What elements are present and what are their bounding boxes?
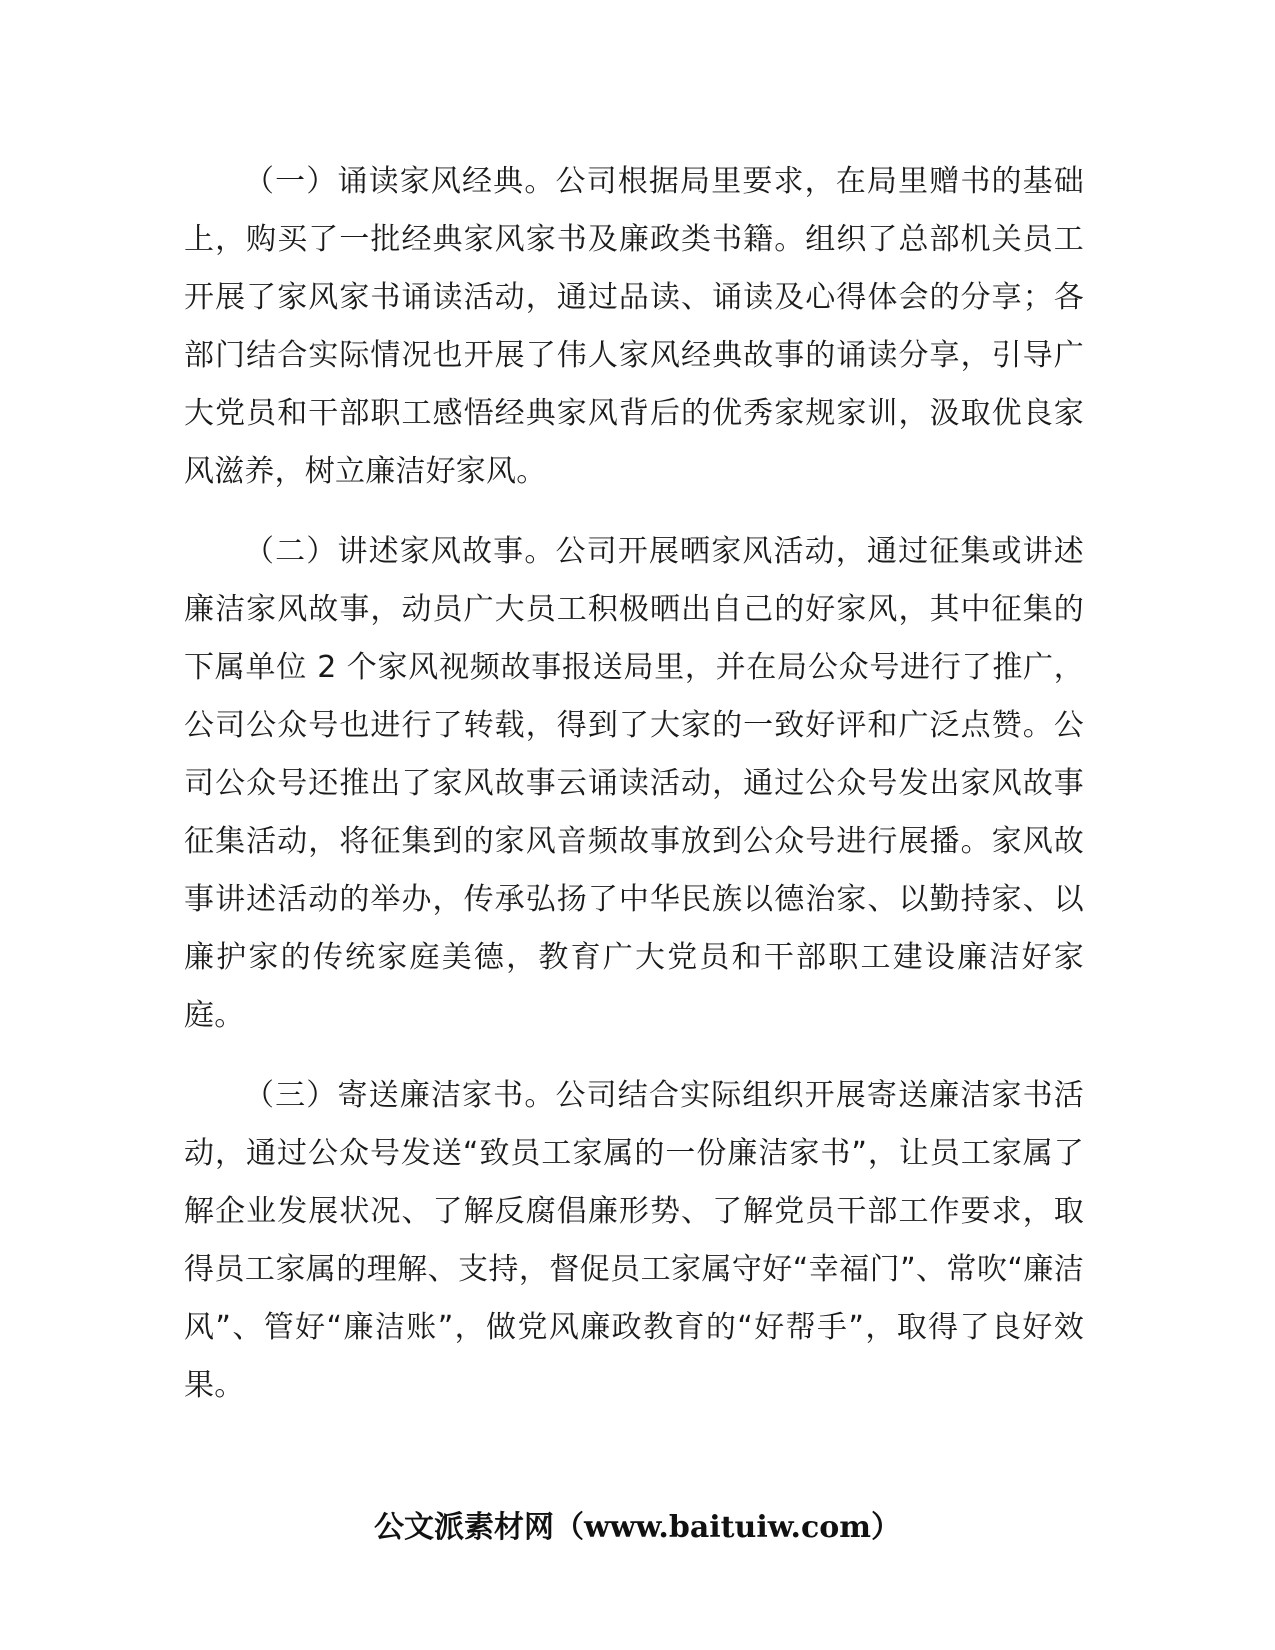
footer-watermark: 公文派素材网（www.baituiw.com） <box>373 1510 902 1545</box>
paragraph-tell-family-stories: （二）讲述家风故事。公司开展晒家风活动，通过征集或讲述廉洁家风故事，动员广大员工积极晒出自己的好家风，其中征集的下属单位 2 个家风视频故事报送局里，并在局公众号进行了推广，公司公众号也进行了转载，得到了大家的一致好评和广泛点赞。公司公众号还推出了家风故事云诵读活动，通过公众号发出家风故事征集活动，将征集到的家风音频故事放到公众号进行展播。家风故事讲述活动的举办，传承弘扬了中华民族以德治家、以勤持家、以廉护家的传统家庭美德，教育广大党员和干部职工建设廉洁好家庭。 <box>184 534 1084 1033</box>
paragraph-recite-family-classics: （一）诵读家风经典。公司根据局里要求，在局里赠书的基础上，购买了一批经典家风家书及廉政类书籍。组织了总部机关员工开展了家风家书诵读活动，通过品读、诵读及心得体会的分享；各部门结合实际情况也开展了伟人家风经典故事的诵读分享，引导广大党员和干部职工感悟经典家风背后的优秀家规家训，汲取优良家风滋养，树立廉洁好家风。 <box>184 164 1084 489</box>
document-body <box>184 153 1084 1437</box>
paragraph-send-integrity-letters: （三）寄送廉洁家书。公司结合实际组织开展寄送廉洁家书活动，通过公众号发送“致员工家属的一份廉洁家书”，让员工家属了解企业发展状况、了解反腐倡廉形势、了解党员干部工作要求，取得员工家属的理解、支持，督促员工家属守好“幸福门”、常吹“廉洁风”、管好“廉洁账”，做党风廉政教育的“好帮手”，取得了良好效果。 <box>184 1078 1084 1403</box>
